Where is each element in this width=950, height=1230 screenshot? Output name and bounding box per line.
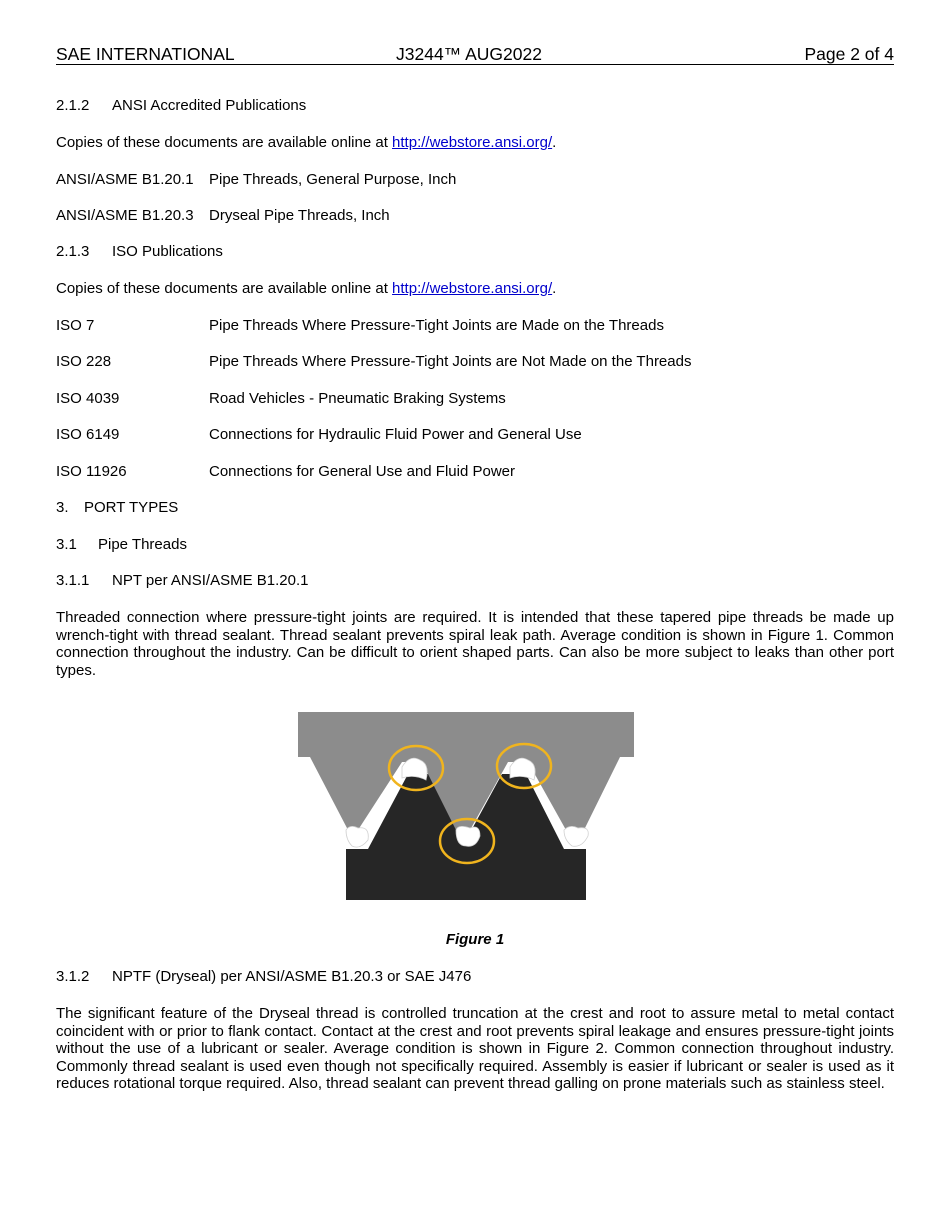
period: . <box>552 134 557 151</box>
paragraph-dryseal: The significant feature of the Dryseal thread is controlled truncation at the crest and root to assure metal to metal contact coincident with or prior to flank contact. Contact at the crest and root prevents spiral leakage and ensures pressure-tight joints without the use of a lubricant or sealer. Average condition is shown in Figure 2. Common connection throughout industry. Commonly thread sealant is used even though not specifically required. Assembly is easier if lubricant or sealer is used as it reduces rotational torque required. Also, thread sealant can prevent thread galling on prone materials such as stainless steel. <box>56 1005 894 1093</box>
thread-figure-1 <box>298 712 636 900</box>
section-heading-3 <box>56 499 178 517</box>
iso-webstore-link[interactable]: http://webstore.ansi.org/ <box>392 280 553 297</box>
reference-title: Connections for Hydraulic Fluid Power and General Use <box>209 426 582 443</box>
section-title: ISO Publications <box>112 243 223 260</box>
reference-row <box>56 171 894 189</box>
section-number: 3. <box>56 499 69 516</box>
section-number: 3.1.2 <box>56 968 90 985</box>
reference-row <box>56 426 894 444</box>
reference-title: Pipe Threads, General Purpose, Inch <box>209 171 457 188</box>
reference-code: ISO 7 <box>56 317 95 334</box>
reference-code: ANSI/ASME B1.20.3 <box>56 207 194 224</box>
availability-text: Copies of these documents are available online at <box>56 280 393 297</box>
section-number: 2.1.3 <box>56 243 90 260</box>
reference-code: ISO 228 <box>56 353 112 370</box>
reference-row <box>56 353 894 371</box>
figure-caption: Figure 1 <box>445 931 505 948</box>
section-heading-2-1-2 <box>56 97 306 115</box>
availability-note-iso <box>56 280 556 298</box>
reference-row <box>56 463 894 481</box>
reference-code: ISO 4039 <box>56 390 120 407</box>
section-heading-3-1-1 <box>56 572 308 590</box>
reference-code: ANSI/ASME B1.20.1 <box>56 171 194 188</box>
reference-row <box>56 390 894 408</box>
reference-code: ISO 6149 <box>56 426 120 443</box>
paragraph-npt: Threaded connection where pressure-tight joints are required. It is intended that these tapered pipe threads be made up wrench-tight with thread sealant. Thread sealant prevents spiral leak path. Average condition is shown in Figure 1. Common connection throughout the industry. Can be difficult to orient shaped parts. Can also be more subject to leaks than other port types. <box>56 609 894 679</box>
section-heading-2-1-3 <box>56 243 223 261</box>
reference-row <box>56 317 894 335</box>
ansi-webstore-link[interactable]: http://webstore.ansi.org/ <box>392 134 553 151</box>
reference-title: Road Vehicles - Pneumatic Braking Systems <box>209 390 506 407</box>
reference-row <box>56 207 894 225</box>
page-header <box>56 44 894 65</box>
root-gap <box>456 826 480 846</box>
reference-title: Pipe Threads Where Pressure-Tight Joints are Made on the Threads <box>209 317 664 334</box>
section-title: ANSI Accredited Publications <box>112 97 307 114</box>
availability-note-ansi <box>56 134 556 152</box>
reference-code: ISO 11926 <box>56 463 127 480</box>
section-heading-3-1-2 <box>56 968 471 986</box>
section-heading-3-1 <box>56 536 187 554</box>
section-title: PORT TYPES <box>84 499 179 516</box>
section-title: NPT per ANSI/ASME B1.20.1 <box>112 572 309 589</box>
reference-title: Connections for General Use and Fluid Power <box>209 463 515 480</box>
section-number: 3.1 <box>56 536 77 553</box>
header-doc-id: J3244™ AUG2022 <box>396 44 542 64</box>
section-title: NPTF (Dryseal) per ANSI/ASME B1.20.3 or SAE J476 <box>112 968 472 985</box>
root-gap <box>564 826 588 846</box>
section-number: 3.1.1 <box>56 572 90 589</box>
period: . <box>552 280 557 297</box>
header-page-number: Page 2 of 4 <box>804 44 894 64</box>
header-org: SAE INTERNATIONAL <box>56 44 235 64</box>
section-title: Pipe Threads <box>98 536 187 553</box>
reference-title: Dryseal Pipe Threads, Inch <box>209 207 390 224</box>
availability-text: Copies of these documents are available online at <box>56 134 393 151</box>
upper-thread-body <box>298 712 634 830</box>
reference-title: Pipe Threads Where Pressure-Tight Joints are Not Made on the Threads <box>209 353 692 370</box>
root-gap <box>346 826 368 847</box>
section-number: 2.1.2 <box>56 97 90 114</box>
